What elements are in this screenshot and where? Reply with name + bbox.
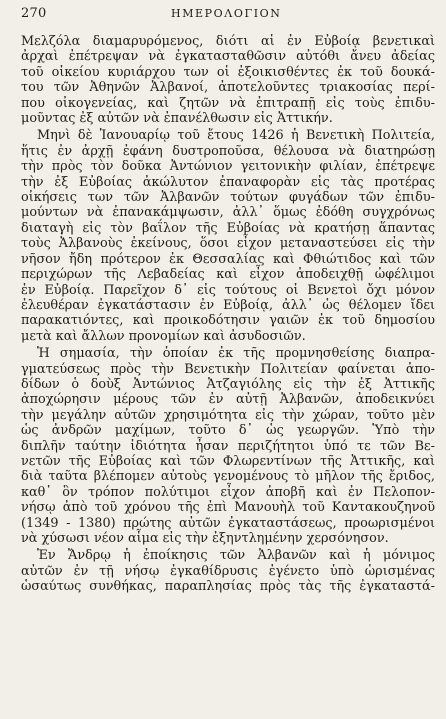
- paragraph-4: [21, 548, 435, 594]
- text-line: μούντων νὰ ἐπανακάμψωσιν, ἀλλ᾽ ὅμως ἐδόθη συγχρόνως: [21, 205, 435, 221]
- text-line: του τῶν Ἀθηνῶν Ἀλβανοί, ἀποτελοῦντες τριακοσίας περί-: [21, 80, 435, 96]
- text-line: ἀποχώρησιν μέρους τῶν ἐν αὐτῇ Ἀλβανῶν, ἀποδεικνύει: [21, 392, 435, 408]
- text-line: καθ᾽ ὃν τρόπον πολύτιμοι εἶχον ἀποβῆ καὶ ἐν Πελοπον-: [21, 484, 435, 500]
- text-line: νῆσον ἤδη πρότερον ἐκ Θεσσαλίας καὶ Φθιώτιδος καὶ τῶν: [21, 251, 435, 267]
- running-head: ΗΜΕΡΟΛΟΓΙΟΝ: [171, 7, 282, 20]
- text-line: Μηνὶ δὲ Ἰανουαρίῳ τοῦ ἔτους 1426 ἡ Βενετικὴ Πολιτεία,: [37, 128, 435, 144]
- text-line: τὴν μεγάλην αὐτῶν χρησιμότητα εἰς τὴν χώραν, τοῦτο μὲν: [21, 407, 435, 423]
- text-line: Ἡ σημασία, τὴν ὁποίαν ἐκ τῆς προμνησθείσης διαπρα-: [37, 346, 435, 362]
- body-text: [21, 34, 435, 597]
- paragraph-1: [21, 34, 435, 126]
- text-line: διπλῆν ταύτην ἰδιότητα ἦσαν περιζήτητοι ὑπό τε τῶν Βε-: [21, 438, 435, 454]
- text-line: που οἰκογενείας, καὶ ζητῶν νὰ ἐπιτραπῇ εἰς τοὺς ἐπιδυ-: [21, 95, 435, 111]
- text-line: γματεύσεως πρὸς τὴν Βενετικὴν Πολιτείαν φαίνεται ἀπο-: [21, 361, 435, 377]
- text-line: νήσῳ ἀπὸ τοῦ χρόνου τῆς ἐπὶ Μανουὴλ τοῦ Καντακουζηνοῦ: [21, 500, 435, 516]
- text-line: περιχώρων τῆς Λεβαδείας καὶ εἶχον ἀποδειχθῇ ὠφέλιμοι: [21, 267, 435, 283]
- text-line: ὡσαύτως συνθήκας, παραπλησίας πρὸς τὰς τῆς ἐγκαταστά-: [21, 579, 435, 595]
- text-line: ἐν Εὐβοίᾳ. Παρεῖχον δ᾽ εἰς τούτους οἱ Βενετοὶ ὄχι μόνον: [21, 282, 435, 298]
- text-line: Μελζόλα διαμαρυρόμενος, διότι αἱ ἐν Εὐβοίᾳ βενετικαὶ: [21, 34, 435, 49]
- text-line: ὡς ἀνδρῶν μαχίμων, τοῦτο δ᾽ ὡς γεωργῶν. Ὑπὸ τὴν: [21, 423, 435, 439]
- page-number: 270: [21, 6, 47, 21]
- text-line: διὰ ταῦτα βλέπομεν αὐτοὺς γενομένους τὸ μῆλον τῆς ἔριδος,: [21, 469, 435, 485]
- text-line: αὐτῶν ἐν τῇ νήσῳ ἐγκαθίδρυσις ἐγένετο ὑπὸ ὡρισμένας: [21, 563, 435, 579]
- text-line: νὰ χύσωσι νέον αἷμα εἰς τὴν ἐξηντλημένην χερσόνησον.: [21, 531, 389, 546]
- text-line: ἐλευθέραν ἐγκατάστασιν ἐν Εὐβοίᾳ, ἀλλ᾽ ὡς θέλομεν ἴδει: [21, 297, 435, 313]
- text-line: μοῦντας ἐξ αὐτῶν νὰ ἐπανέλθωσιν εἰς Ἀττικήν.: [21, 111, 333, 127]
- text-line: τὴν ἐξ Εὐβοίας ἀκώλυτον ἐπαναφορὰν εἰς τὰς προτέρας: [21, 174, 435, 190]
- text-line: τοῦ οἰκείου κυριάρχου των οἱ ἐξοικισθέντες ἐκ τοῦ δουκά-: [21, 64, 435, 80]
- text-line: διαταγὴ εἰς τὸν βαΐλον τῆς Εὐβοίας νὰ κρατήσῃ ἅπαντας: [21, 220, 435, 236]
- text-line: (1349 - 1380) πρώτης αὐτῶν ἐγκαταστάσεως, προωρισμένοι: [21, 515, 435, 531]
- text-line: μετὰ καὶ ἄλλων προνομίων καὶ ἀσυδοσιῶν.: [21, 328, 306, 344]
- text-line: οἰκήσεις των τῶν Ἀλβανῶν τούτων φυγάδων τῶν ἐπιδυ-: [21, 190, 435, 206]
- text-line: τὴν πρὸς τὸν δοῦκα Ἀντώνιον γειτονικὴν φιλίαν, ἐπέτρεψε: [21, 159, 435, 175]
- text-line: παρακατιόντες, καὶ προικοδότησιν γαιῶν ἐκ τοῦ δημοσίου: [21, 313, 435, 329]
- page-header: [0, 6, 446, 24]
- text-line: ἀρχαὶ ἐπέτρεψαν νὰ ἐγκατασταθῶσιν αὐτόθι ἄνευ ἀδείας: [21, 49, 435, 65]
- text-line: τοὺς Ἀλβανοὺς ἐκείνους, ὅσοι εἶχον μεταναστεύσει εἰς τὴν: [21, 236, 435, 252]
- text-line: δίδων ὁ δοὺξ Ἀντώνιος Ἀτζαγιόλης εἰς τὴν ἐξ Ἀττικῆς: [21, 376, 435, 392]
- text-line: νετῶν τῆς Εὐβοίας καὶ τῶν Φλωρεντίνων τῆς Ἀττικῆς, καὶ: [21, 453, 435, 469]
- paragraph-2: [21, 128, 435, 344]
- text-line: ἥτις ἐν ἀρχῇ ἐφάνη δυστροποῦσα, θέλουσα νὰ διατηρώσῃ: [21, 143, 435, 159]
- paragraph-3: [21, 346, 435, 546]
- text-line: Ἐν Ἄνδρῳ ἡ ἐποίκησις τῶν Ἀλβανῶν καὶ ἡ μόνιμος: [37, 548, 435, 564]
